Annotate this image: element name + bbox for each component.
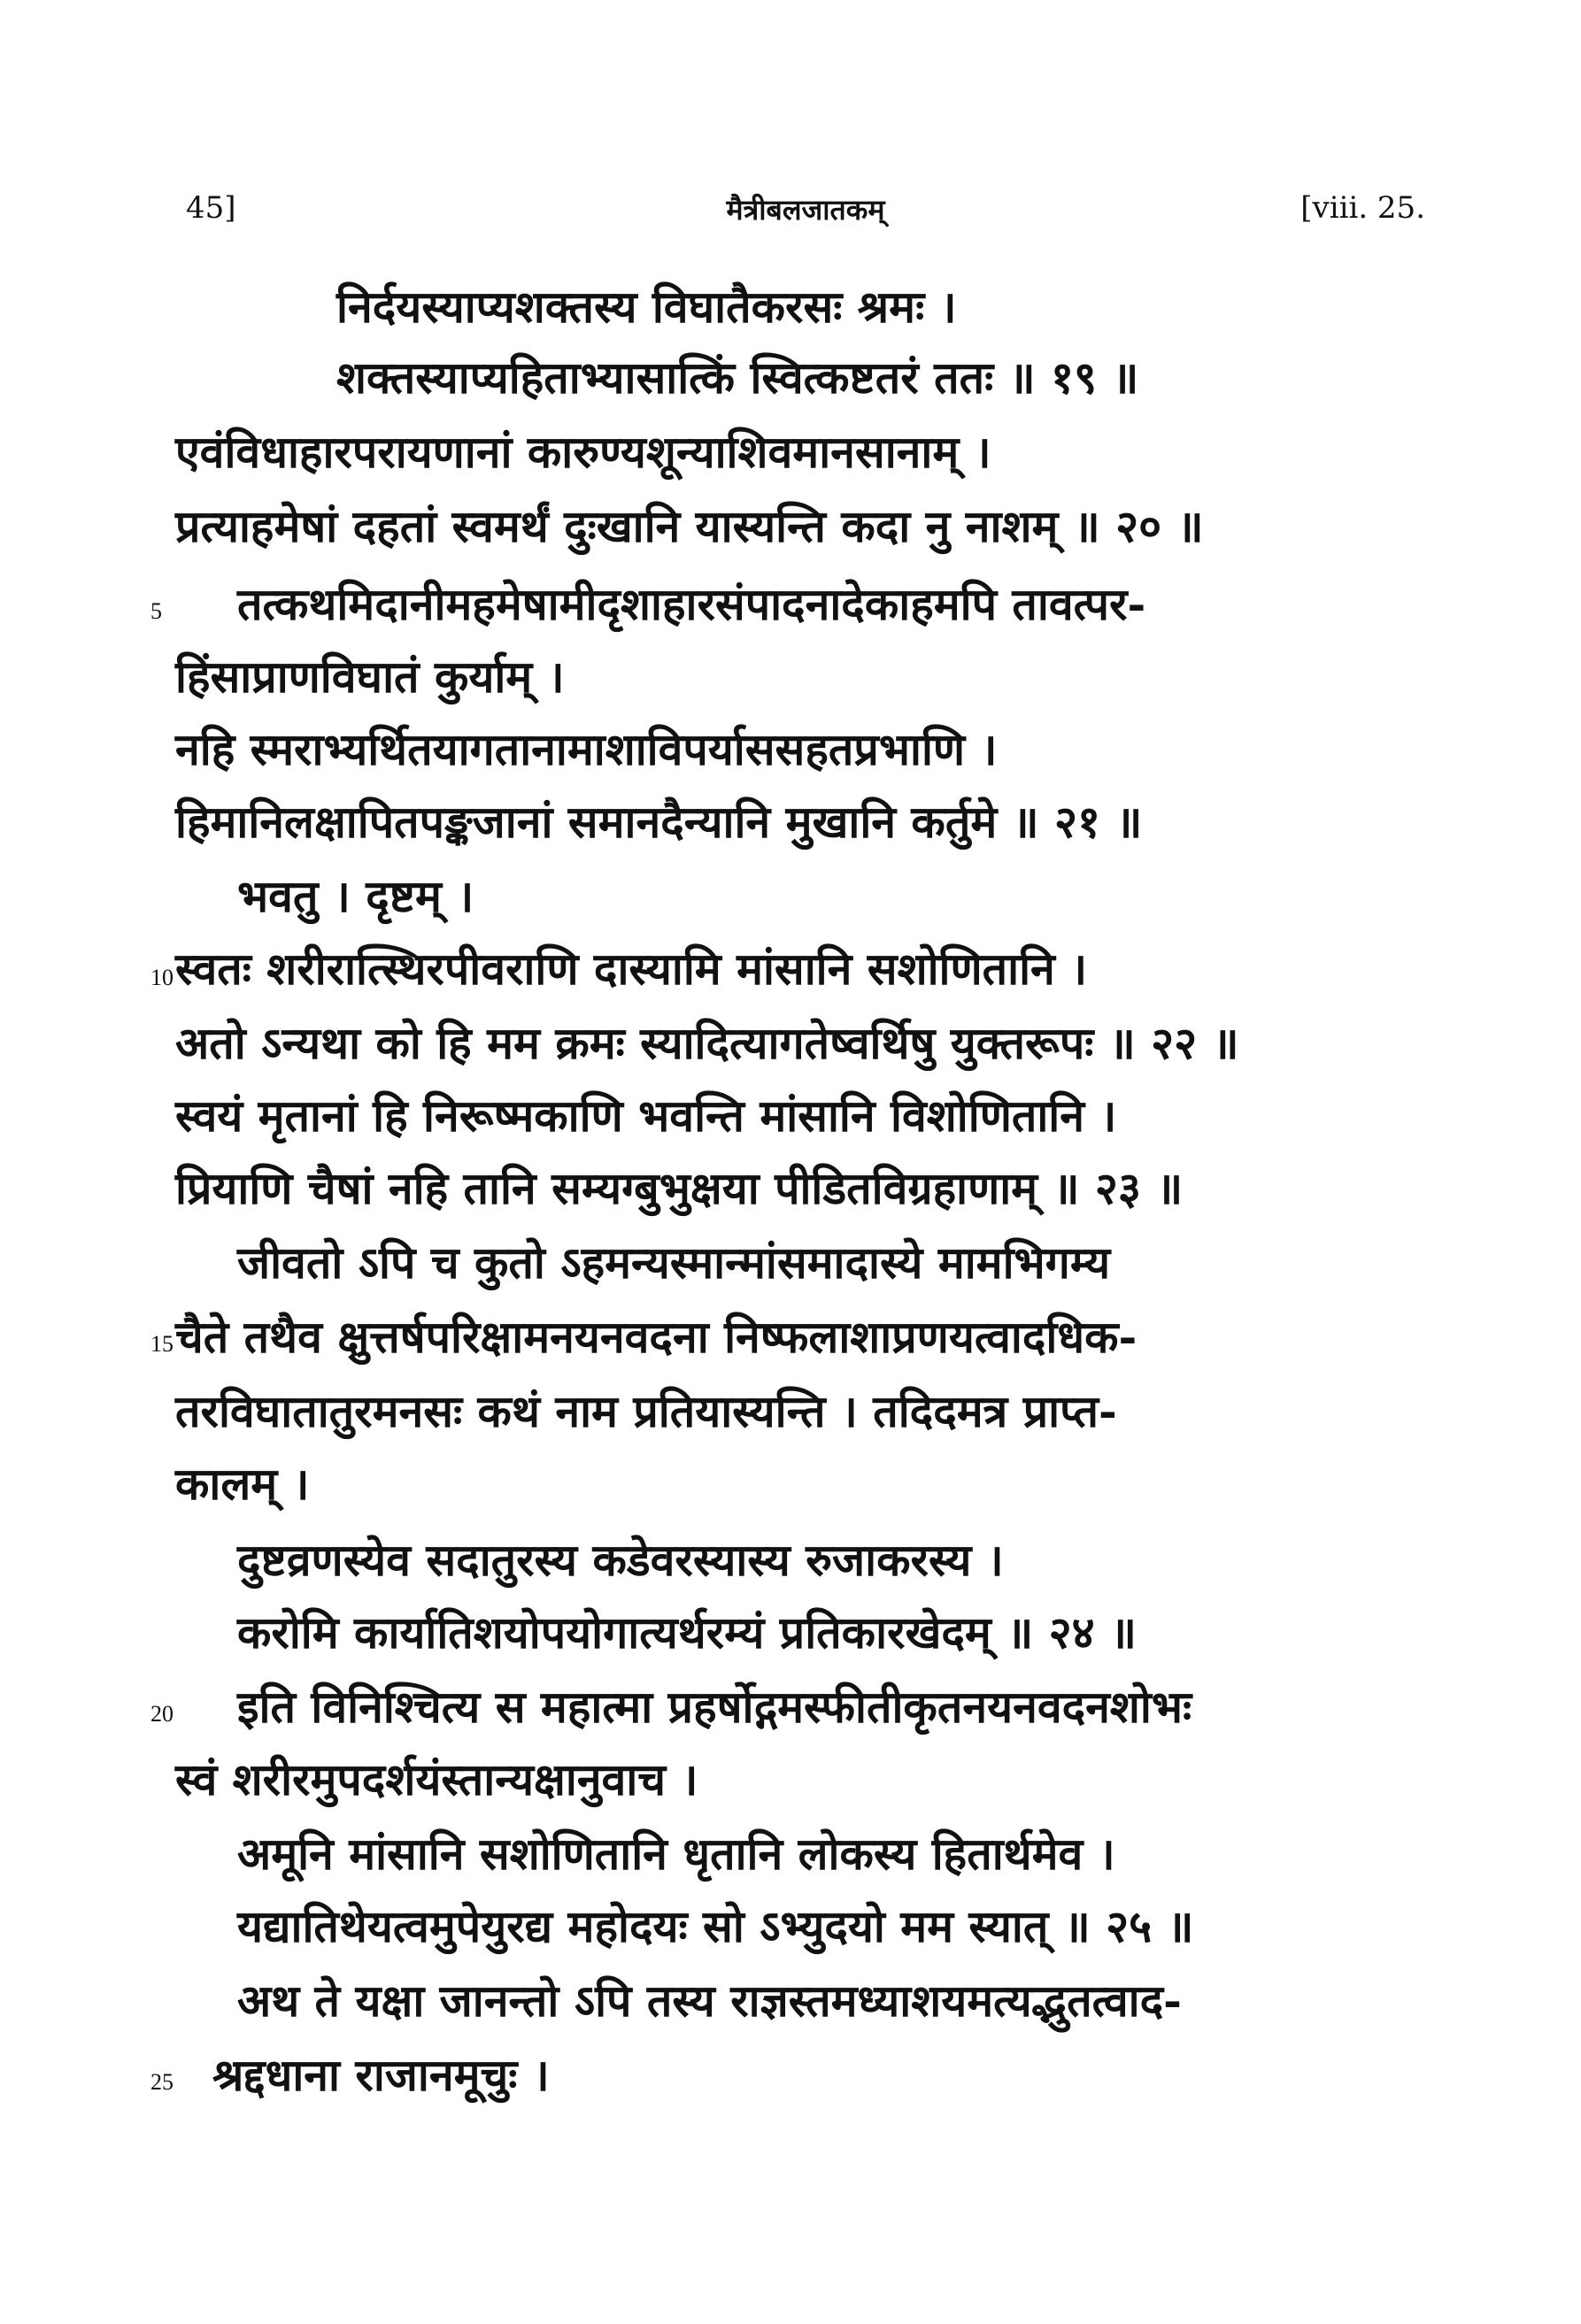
text-line: करोमि कार्यातिशयोपयोगात्यर्थरम्यं प्रतिकारखेदम् ॥ २४ ॥: [237, 1606, 1137, 1658]
page-number: 45]: [186, 190, 236, 226]
text-line: तरविघातातुरमनसः कथं नाम प्रतियास्यन्ति । तदिदमत्र प्राप्त-: [175, 1385, 1117, 1437]
text-line: स्वयं मृतानां हि निरूष्मकाणि भवन्ति मांसानि विशोणितानि ।: [175, 1089, 1117, 1142]
text-line: हिंसाप्राणविघातं कुर्याम् ।: [175, 650, 565, 703]
text-line: जीवतो ऽपि च कुतो ऽहमन्यस्मान्मांसमादास्ये मामभिगम्य: [237, 1236, 1111, 1289]
text-line: स्वं शरीरमुपदर्शयंस्तान्यक्षानुवाच ।: [175, 1753, 698, 1805]
text-line: अमूनि मांसानि सशोणितानि धृतानि लोकस्य हितार्थमेव ।: [237, 1828, 1115, 1880]
running-title: मैत्रीबलजातकम्: [726, 193, 885, 227]
line-number: 15: [150, 1331, 174, 1357]
text-line: भवतु । दृष्टम् ।: [237, 870, 474, 922]
text-line: तत्कथमिदानीमहमेषामीदृशाहारसंपादनादेकाहमपि तावत्पर-: [237, 578, 1146, 630]
text-line: स्वतः शरीरात्स्थिरपीवराणि दास्यामि मांसानि सशोणितानि ।: [175, 943, 1088, 995]
text-line: श्रद्दधाना राजानमूचुः ।: [212, 2049, 550, 2101]
text-line: शक्तस्याप्यहिताभ्यासात्किं स्वित्कष्टतरं ततः ॥ १९ ॥: [336, 351, 1139, 404]
line-number: 20: [150, 1701, 174, 1727]
text-line: दुष्टव्रणस्येव सदातुरस्य कडेवरस्यास्य रुजाकरस्य ।: [237, 1534, 1004, 1586]
text-line: निर्दयस्याप्यशक्तस्य विघातैकरसः श्रमः ।: [336, 281, 957, 333]
line-number: 25: [150, 2069, 174, 2095]
text-line: हिमानिलक्षापितपङ्कजानां समानदैन्यानि मुखानि कर्तुमे ॥ २१ ॥: [175, 796, 1143, 848]
text-line: एवंविधाहारपरायणानां कारुण्यशून्याशिवमानसानाम् ।: [175, 426, 991, 478]
text-line: नहि स्मराभ्यर्थितयागतानामाशाविपर्याससहतप्रभाणि ।: [175, 723, 998, 775]
running-header: [186, 190, 1425, 243]
text-line: कालम् ।: [175, 1458, 310, 1510]
text-line: इति विनिश्चित्य स महात्मा प्रहर्षोद्गमस्फीतीकृतनयनवदनशोभः: [237, 1681, 1192, 1733]
verse-reference: [viii. 25.: [1300, 190, 1425, 226]
line-number: 10: [150, 965, 174, 990]
text-line: चैते तथैव क्षुत्तर्षपरिक्षामनयनवदना निष्फलाशाप्रणयत्वादधिक-: [175, 1311, 1138, 1363]
text-line: यद्यातिथेयत्वमुपेयुरद्य महोदयः सो ऽभ्युदयो मम स्यात् ॥ २५ ॥: [237, 1900, 1194, 1952]
text-line: अथ ते यक्षा जानन्तो ऽपि तस्य राज्ञस्तमध्याशयमत्यद्भुतत्वाद-: [237, 1974, 1182, 2027]
line-number: 5: [150, 598, 162, 624]
text-line: प्रियाणि चैषां नहि तानि सम्यग्बुभुक्षया पीडितविग्रहाणाम् ॥ २३ ॥: [175, 1162, 1184, 1214]
text-line: प्रत्याहमेषां दहतां स्वमर्थं दुःखानि यास्यन्ति कदा नु नाशम् ॥ २० ॥: [175, 500, 1204, 552]
text-line: अतो ऽन्यथा को हि मम क्रमः स्यादित्यागतेष्वर्थिषु युक्तरूपः ॥ २२ ॥: [175, 1017, 1239, 1069]
